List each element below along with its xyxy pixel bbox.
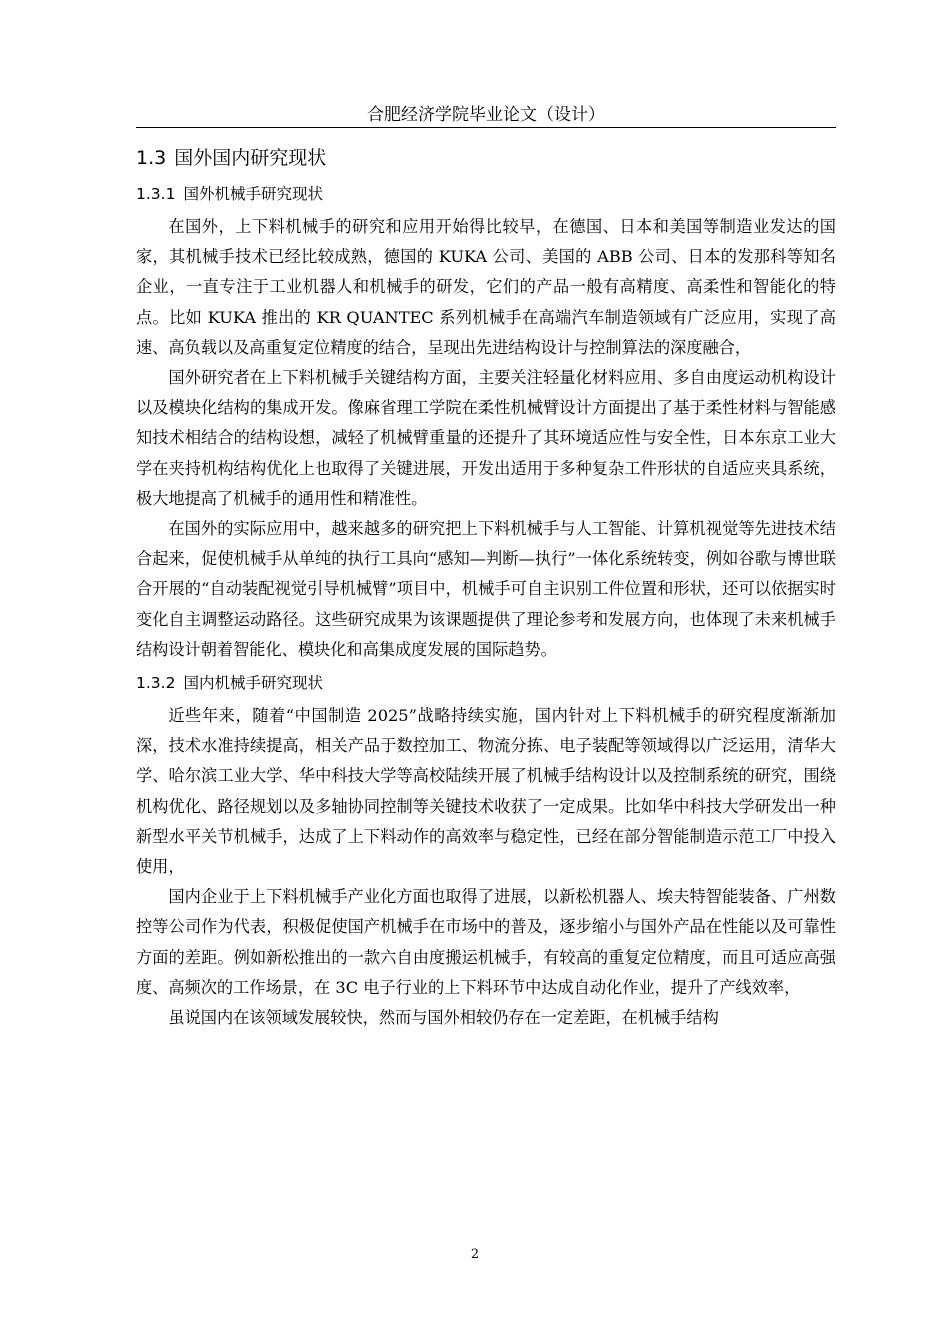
paragraph-domestic-research: 近些年来，随着“中国制造 2025”战略持续实施，国内针对上下料机械手的研究程度渐渐加深，技术水准持续提高，相关产品于数控加工、物流分拣、电子装配等领域得以广泛运用，清华大学、哈尔滨工业大学、华中科技大学等高校陆续开展了机械手结构设计以及控制系统的研究，围绕机构优化、路径规划以及多轴协同控制等关键技术收获了一定成果。比如华中科技大学研发出一种新型水平关节机械手，达成了上下料动作的高效率与稳定性，已经在部分智能制造示范工厂中投入使用， <box>136 706 836 877</box>
paragraph-foreign-overview: 在国外，上下料机械手的研究和应用开始得比较早，在德国、日本和美国等制造业发达的国家，其机械手技术已经比较成熟，德国的 KUKA 公司、美国的 ABB 公司、日本的发那科等知名企业，一直专注于工业机器人和机械手的研发，它们的产品一般有高精度、高柔性和智能化的特点。比如 KUKA 推出的 KR QUANTEC 系列机械手在高端汽车制造领域有广泛应用，实现了高速、高负载以及高重复定位精度的结合，呈现出先进结构设计与控制算法的深度融合， <box>136 217 836 357</box>
paragraph-foreign-application: 在国外的实际应用中，越来越多的研究把上下料机械手与人工智能、计算机视觉等先进技术结合起来，促使机械手从单纯的执行工具向“感知—判断—执行”一体化系统转变，例如谷歌与博世联合开展的“自动装配视觉引导机械臂”项目中，机械手可自主识别工件位置和形状，还可以依据实时变化自主调整运动路径。这些研究成果为该课题提供了理论参考和发展方向，也体现了未来机械手结构设计朝着智能化、模块化和高集成度发展的国际趋势。 <box>136 519 836 659</box>
subsection-number: 1.3.1 <box>136 185 176 203</box>
section-number: 1.3 <box>136 147 167 169</box>
subsection-heading-1-3-2 <box>136 665 836 701</box>
subsection-title: 国内机械手研究现状 <box>183 674 323 693</box>
page-number: 2 <box>470 1247 480 1262</box>
section-heading-1-3 <box>136 140 836 176</box>
paragraph-foreign-structure: 国外研究者在上下料机械手关键结构方面，主要关注轻量化材料应用、多自由度运动机构设计以及模块化结构的集成开发。像麻省理工学院在柔性机械臂设计方面提出了基于柔性材料与智能感知技术相结合的结构设想，减轻了机械臂重量的还提升了其环境适应性与安全性，日本东京工业大学在夹持机构结构优化上也取得了关键进展，开发出适用于多种复杂工件形状的自适应夹具系统，极大地提高了机械手的通用性和精准性。 <box>136 368 836 508</box>
subsection-title: 国外机械手研究现状 <box>183 185 323 203</box>
page-body <box>136 140 836 1033</box>
running-header: 合肥经济学院毕业论文（设计） <box>367 105 605 125</box>
paragraph-domestic-gap: 虽说国内在该领域发展较快，然而与国外相较仍存在一定差距，在机械手结构 <box>168 1008 719 1028</box>
paragraph-domestic-industry: 国内企业于上下料机械手产业化方面也取得了进展，以新松机器人、埃夫特智能装备、广州数控等公司作为代表，积极促使国产机械手在市场中的普及，逐步缩小与国外产品在性能以及可靠性方面的差距。例如新松推出的一款六自由度搬运机械手，有较高的重复定位精度，而且可适应高强度、高频次的工作场景，在 3C 电子行业的上下料环节中达成自动化作业，提升了产线效率， <box>136 887 836 997</box>
subsection-number: 1.3.2 <box>136 674 176 693</box>
subsection-heading-1-3-1 <box>136 176 836 212</box>
header-rule <box>136 127 836 128</box>
section-title: 国外国内研究现状 <box>174 147 327 169</box>
